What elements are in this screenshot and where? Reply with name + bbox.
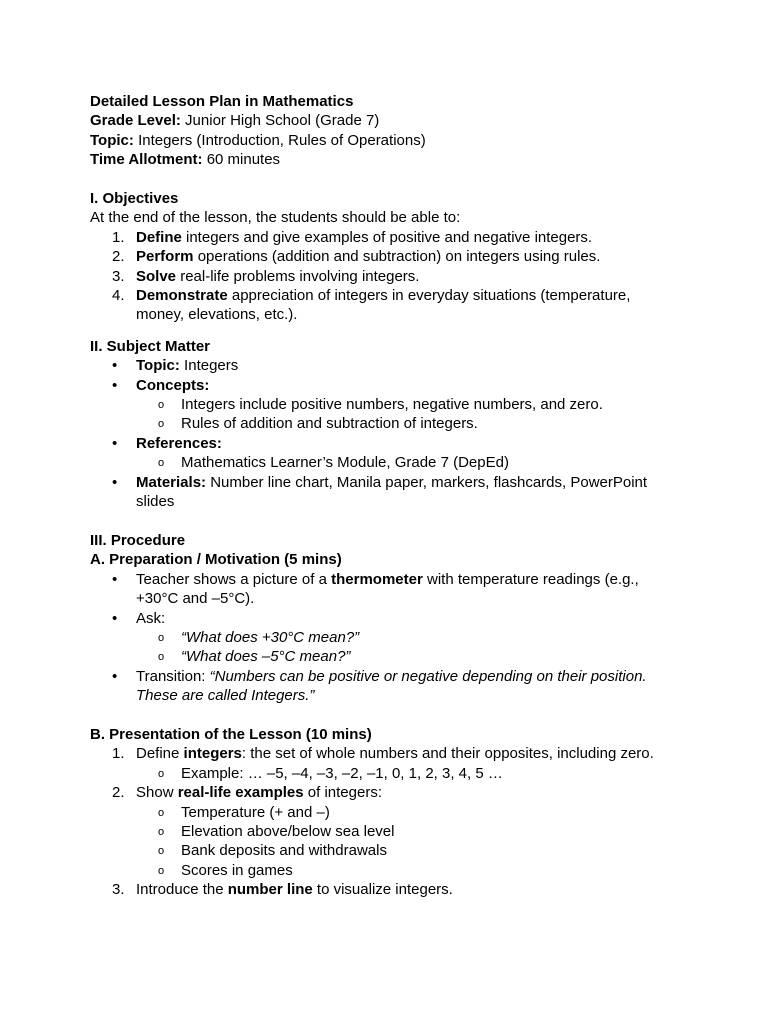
references-item: [90, 434, 710, 453]
topic-value: Integers (Introduction, Rules of Operations): [138, 131, 426, 149]
bullet-icon: •: [112, 357, 118, 375]
list-number: 2.: [112, 784, 125, 802]
bullet-icon: •: [112, 376, 118, 394]
objectives-intro: At the end of the lesson, the students should be able to:: [90, 209, 461, 227]
example-text: Temperature (+ and –): [181, 803, 330, 821]
hollow-bullet-icon: o: [158, 845, 165, 858]
example-text: Elevation above/below sea level: [181, 822, 395, 840]
concept-subitem: [90, 395, 710, 414]
objective-item: [90, 228, 710, 247]
presentation-bold: real-life examples: [177, 784, 304, 802]
objective-text: integers and give examples of positive and negative integers.: [181, 228, 593, 246]
hollow-bullet-icon: o: [158, 806, 165, 819]
presentation-item: [90, 783, 710, 802]
topic-label: Topic:: [90, 131, 134, 149]
presentation-item: [90, 880, 710, 899]
preparation-heading: A. Preparation / Motivation (5 mins): [90, 551, 342, 569]
presentation-text: Show: [136, 784, 178, 802]
presentation-text: of integers:: [303, 784, 382, 802]
concept-text: Rules of addition and subtraction of integers.: [181, 415, 478, 433]
concepts-label: Concepts:: [136, 376, 210, 394]
transition-text: “Numbers can be positive or negative depending on their position. These are called Integers.”: [136, 667, 647, 705]
bullet-icon: •: [112, 473, 118, 491]
bullet-icon: •: [112, 570, 118, 588]
example-text: Scores in games: [181, 861, 293, 879]
hollow-bullet-icon: o: [158, 631, 165, 644]
objective-text: real-life problems involving integers.: [176, 267, 420, 285]
reference-subitem: [90, 453, 710, 472]
question-text: “What does +30°C mean?”: [181, 628, 360, 646]
grade-level-line: [90, 111, 710, 130]
document-title: Detailed Lesson Plan in Mathematics: [90, 93, 354, 110]
preparation-text: with temperature readings (e.g., +30°C and –5°C).: [136, 570, 639, 608]
list-number: 4.: [112, 287, 125, 305]
subject-topic-label: Topic:: [136, 357, 180, 375]
presentation-text: to visualize integers.: [312, 881, 453, 899]
grade-level-value: Junior High School (Grade 7): [185, 112, 380, 130]
hollow-bullet-icon: o: [158, 418, 165, 431]
example-text: Example: … –5, –4, –3, –2, –1, 0, 1, 2, 3, 4, 5 …: [181, 764, 503, 782]
preparation-item: [90, 570, 656, 609]
objective-item: [90, 267, 710, 286]
preparation-bold: thermometer: [331, 570, 423, 588]
materials-item: [90, 473, 656, 512]
hollow-bullet-icon: o: [158, 767, 165, 780]
objective-item: [90, 286, 656, 325]
list-number: 1.: [112, 745, 125, 763]
reference-text: Mathematics Learner’s Module, Grade 7 (DepEd): [181, 454, 509, 472]
hollow-bullet-icon: o: [158, 864, 165, 877]
objective-verb: Solve: [136, 267, 177, 285]
objective-verb: Demonstrate: [136, 287, 228, 305]
presentation-heading: B. Presentation of the Lesson (10 mins): [90, 725, 372, 743]
time-allotment-label: Time Allotment:: [90, 151, 203, 169]
concepts-item: [90, 376, 710, 395]
example-subitem: [90, 803, 710, 822]
list-number: 2.: [112, 248, 125, 266]
bullet-icon: •: [112, 609, 118, 627]
presentation-bold: integers: [183, 745, 242, 763]
presentation-text: Introduce the: [136, 881, 228, 899]
materials-label: Materials:: [136, 473, 207, 491]
procedure-heading: III. Procedure: [90, 531, 186, 549]
concept-subitem: [90, 414, 710, 433]
objective-verb: Perform: [136, 248, 194, 266]
objective-text: operations (addition and subtraction) on integers using rules.: [193, 248, 601, 266]
example-text: Bank deposits and withdrawals: [181, 842, 387, 860]
presentation-bold: number line: [227, 881, 313, 899]
objective-verb: Define: [136, 228, 182, 246]
bullet-icon: •: [112, 434, 118, 452]
preparation-text: Teacher shows a picture of a: [136, 570, 332, 588]
hollow-bullet-icon: o: [158, 825, 165, 838]
presentation-text: Define: [136, 745, 184, 763]
question-text: “What does –5°C mean?”: [181, 648, 351, 666]
time-allotment-value: 60 minutes: [206, 151, 281, 169]
list-number: 1.: [112, 228, 125, 246]
bullet-icon: •: [112, 667, 118, 685]
hollow-bullet-icon: o: [158, 399, 165, 412]
example-subitem: [90, 764, 710, 783]
ask-label: Ask:: [136, 609, 166, 627]
topic-line: [90, 131, 710, 150]
question-subitem: [90, 647, 710, 666]
objectives-heading: I. Objectives: [90, 190, 179, 208]
transition-item: [90, 667, 666, 706]
references-label: References:: [136, 434, 222, 452]
presentation-text: : the set of whole numbers and their opposites, including zero.: [241, 745, 654, 763]
example-subitem: [90, 841, 710, 860]
hollow-bullet-icon: o: [158, 457, 165, 470]
example-subitem: [90, 822, 710, 841]
subject-topic-item: [90, 356, 710, 375]
question-subitem: [90, 628, 710, 647]
objective-text: appreciation of integers in everyday situations (temperature, money, elevations, etc.).: [136, 287, 631, 324]
hollow-bullet-icon: o: [158, 651, 165, 664]
ask-item: [90, 609, 710, 628]
example-subitem: [90, 861, 710, 880]
grade-level-label: Grade Level:: [90, 112, 181, 130]
presentation-item: [90, 744, 710, 763]
objective-item: [90, 247, 710, 266]
subject-matter-heading: II. Subject Matter: [90, 337, 211, 355]
materials-value: Number line chart, Manila paper, markers, flashcards, PowerPoint slides: [136, 473, 648, 511]
document-page: [90, 92, 710, 900]
list-number: 3.: [112, 881, 125, 899]
time-allotment-line: [90, 150, 710, 169]
subject-topic-value: Integers: [179, 357, 239, 375]
concept-text: Integers include positive numbers, negative numbers, and zero.: [181, 396, 603, 414]
list-number: 3.: [112, 267, 125, 285]
transition-label: Transition:: [136, 667, 210, 685]
